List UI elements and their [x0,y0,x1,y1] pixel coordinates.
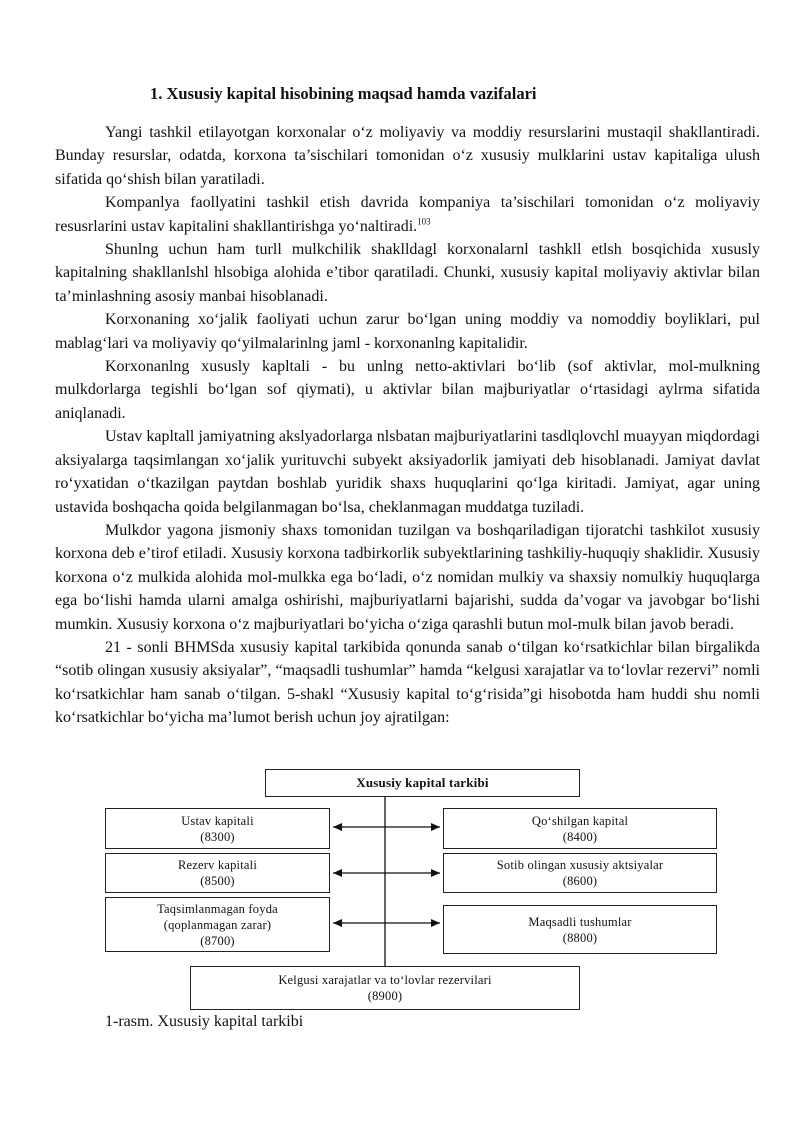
paragraph: Mulkdor yagona jismoniy shaxs tomonidan tuzilgan va boshqariladigan tijoratchi tashkilot xususiy korxona deb e’tirof etiladi. Xususiy korxona tadbirkorlik subyektlarining tashkiliy-huquqiy shaklidir. Xususiy korxona o‘z mulkida alohida mol-mulkka ega bo‘ladi, o‘z nomidan mulkiy va shaxsiy nomulkiy huquqlarga ega bo‘lishi hamda ularni amalga oshirishi, majburiyatlarni bajarishi, sudda da’vogar va javobgar bo‘lishi mumkin. Xususiy korxona o‘z majburiyatlari bo‘yicha o‘ziga qarashli butun mol-mulk bilan javob beradi. [55,521,760,633]
box-label: Rezerv kapitali [177,858,257,872]
box-code: (8900) [367,989,403,1003]
sotib-olingan-aksiyalar-box [443,853,717,893]
box-label: Kelgusi xarajatlar va to‘lovlar rezervilari [278,973,492,987]
box-code: (8600) [562,874,598,888]
paragraph: Korxonanlng xususly kapltali - bu unlng netto-aktivlari bo‘lib (sof aktivlar, mol-mulkning mulkdorlarga tegishli bo‘lgan sof qiymati), u aktivlar bilan majburiyatlar o‘rtasidagi aylrma sifatida aniqlanadi. [55,358,760,422]
figure-caption: 1-rasm. Xususiy kapital tarkibi [105,1013,304,1030]
box-code: (8500) [200,874,235,888]
paragraph: Yangi tashkil etilayotgan korxonalar o‘z moliyaviy va moddiy resurslarini mustaqil shakllantiradi. Bunday resurslar, odatda, korxona ta’sischilari tomonidan o‘z xususiy mulklarini ustav kapitaliga ulush sifatida qo‘shish bilan yaratiladi. [55,124,760,188]
ustav-kapitali-box [105,808,330,849]
diagram-title: Xususiy kapital tarkibi [356,775,489,790]
box-code: (8800) [562,930,598,945]
section-heading: 1. Xususiy kapital hisobining maqsad hamda vazifalari [150,84,537,103]
box-code: (8700) [200,933,235,948]
qoshilgan-kapital-box [443,808,717,849]
box-code: (8300) [200,829,235,844]
diagram-title-box [265,769,580,797]
paragraph: Shunlng uchun ham turll mulkchilik shaklldagl korxonalarnl tashkll etlsh bosqichida xususly kapitalning shakllanlshl hlsobiga alohida e’tibor qaratiladi. Chunki, xususiy kapital moliyaviy aktivlar bilan ta’minlashning asosiy manbai hisoblanadi. [55,241,760,305]
rezerv-kapitali-box [105,853,330,893]
paragraph: Korxonaning xo‘jalik faoliyati uchun zarur bo‘lgan uning moddiy va nomoddiy boyliklari, pul mablag‘lari va moliyaviy qo‘yilmalarinlng jaml - korxonanlng kapitalidir. [55,311,760,352]
box-label: (qoplanmagan zarar) [163,917,272,932]
paragraph: Ustav kapltall jamiyatning akslyadorlarga nlsbatan majburiyatlarini tasdlqlovchl muayyan miqdordagi aksiyalarga taqsimlangan xo‘jalik yurituvchi subyekt aksiyadorlik jamiyati deb hisoblanadi. Jamiyat davlat ro‘yxatidan o‘tkazilgan paytdan boshlab yuridik shaxs huquqlarini qo‘lga kiritadi. Jamiyat, agar uning ustavida boshqacha qoida belgilanmagan bo‘lsa, cheklanmagan muddatga tuziladi. [55,428,760,516]
paragraph [55,191,760,238]
maqsadli-tushumlar-box [443,905,717,954]
box-label: Maqsadli tushumlar [528,914,632,929]
paragraph: 21 - sonli BHMSda xususiy kapital tarkibida qonunda sanab o‘tilgan ko‘rsatkichlar bilan birgalikda “sotib olingan xususiy aksiyalar”, “maqsadli tushumlar” hamda “kelgusi xarajatlar va to‘lovlar rezervi” nomli ko‘rsatkichlar ham sanab o‘tilgan. 5-shakl “Xususiy kapital to‘g‘risida”gi hisobotda ham huddi shu nomli ko‘rsatkichlar bo‘yicha ma’lumot berish uchun joy ajratilgan: [55,638,760,727]
body-text [55,121,760,730]
footnote-ref: 103 [417,216,431,227]
box-code: (8400) [562,829,598,844]
box-label: Qo‘shilgan kapital [531,813,629,828]
box-label: Ustav kapitali [181,813,254,828]
box-label: Taqsimlanmagan foyda [157,901,278,916]
paragraph-text: Kompanlya faollyatini tashkil etish davrida kompaniya ta’sischilari tomonidan o‘z moliyaviy resusrlarini ustav kapitalini shakllantirishga yo‘naltiradi. [55,194,760,235]
kelgusi-rezervlar-box [190,966,580,1010]
taqsimlanmagan-foyda-box [105,897,330,952]
box-label: Sotib olingan xususiy aktsiyalar [496,858,664,872]
